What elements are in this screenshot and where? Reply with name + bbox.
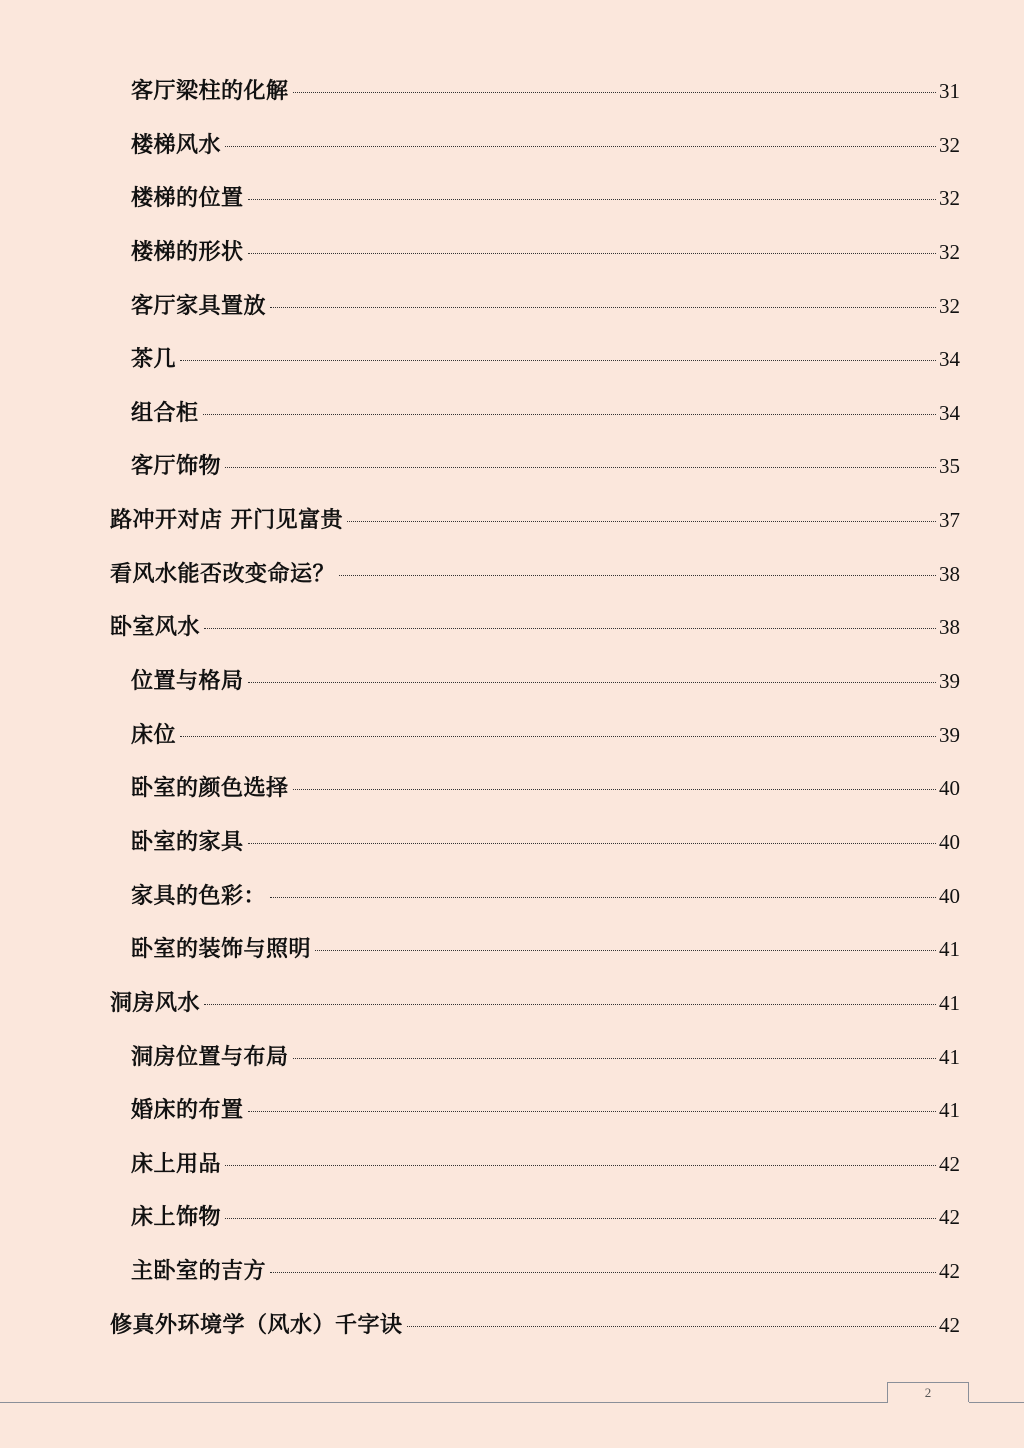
toc-entry[interactable] <box>0 1242 1024 1296</box>
toc-entry-title: 客厅家具置放 <box>131 293 267 319</box>
toc-entry-title: 修真外环境学（风水）千字诀 <box>110 1312 403 1338</box>
dot-leader <box>407 1326 936 1327</box>
toc-entry-page: 41 <box>939 1098 960 1123</box>
toc-entry-page: 32 <box>939 132 960 157</box>
toc-entry-page: 42 <box>939 1205 960 1230</box>
toc-entry[interactable] <box>0 920 1024 974</box>
toc-entry-title: 看风水能否改变命运？ <box>110 561 336 587</box>
toc-entry-page: 40 <box>939 776 960 801</box>
toc-entry[interactable] <box>0 974 1024 1028</box>
toc-entry-title: 卧室风水 <box>110 615 201 641</box>
dot-leader <box>270 897 936 898</box>
toc-entry[interactable] <box>0 759 1024 813</box>
dot-leader <box>339 575 936 576</box>
toc-entry-page: 42 <box>939 1151 960 1176</box>
toc-entry[interactable] <box>0 437 1024 491</box>
toc-entry-title: 主卧室的吉方 <box>131 1259 267 1285</box>
dot-leader <box>225 467 936 468</box>
toc-entry-title: 楼梯的形状 <box>131 239 244 265</box>
dot-leader <box>203 414 936 415</box>
toc-entry-title: 卧室的颜色选择 <box>131 776 289 802</box>
toc-entry[interactable] <box>0 867 1024 921</box>
toc-entry-title: 位置与格局 <box>131 669 244 695</box>
toc-entry-page: 32 <box>939 186 960 211</box>
dot-leader <box>248 1111 936 1112</box>
dot-leader <box>347 521 936 522</box>
dot-leader <box>293 1058 936 1059</box>
toc-entry-page: 42 <box>939 1259 960 1284</box>
toc-entry-title: 床上用品 <box>131 1151 222 1177</box>
toc-entry[interactable] <box>0 1081 1024 1135</box>
dot-leader <box>270 307 936 308</box>
toc-entry-title: 楼梯的位置 <box>131 186 244 212</box>
toc-entry-page: 39 <box>939 669 960 694</box>
dot-leader <box>204 1004 936 1005</box>
toc-entry-page: 42 <box>939 1312 960 1337</box>
toc-entry[interactable] <box>0 330 1024 384</box>
toc-entry[interactable] <box>0 1188 1024 1242</box>
toc-entry[interactable] <box>0 277 1024 331</box>
dot-leader <box>248 682 936 683</box>
toc-entry-title: 家具的色彩： <box>131 883 267 909</box>
toc-entry[interactable] <box>0 223 1024 277</box>
dot-leader <box>248 199 936 200</box>
dot-leader <box>225 1165 936 1166</box>
page-number: 2 <box>924 1385 932 1400</box>
table-of-contents <box>0 62 1024 1349</box>
toc-entry-title: 洞房位置与布局 <box>131 1044 289 1070</box>
dot-leader <box>293 789 936 790</box>
toc-entry-title: 卧室的家具 <box>131 829 244 855</box>
toc-entry[interactable] <box>0 1028 1024 1082</box>
toc-entry-page: 38 <box>939 561 960 586</box>
toc-entry-title: 婚床的布置 <box>131 1098 244 1124</box>
toc-entry-title: 卧室的装饰与照明 <box>131 937 312 963</box>
toc-entry-page: 41 <box>939 990 960 1015</box>
toc-entry[interactable] <box>0 169 1024 223</box>
toc-entry-page: 40 <box>939 883 960 908</box>
toc-entry-title: 床上饰物 <box>131 1205 222 1231</box>
dot-leader <box>248 253 936 254</box>
dot-leader <box>180 736 936 737</box>
toc-entry-page: 34 <box>939 400 960 425</box>
toc-entry-title: 客厅梁柱的化解 <box>131 79 289 104</box>
toc-entry[interactable] <box>0 813 1024 867</box>
toc-entry-page: 38 <box>939 615 960 640</box>
toc-entry-page: 35 <box>939 454 960 479</box>
toc-entry-page: 41 <box>939 1044 960 1069</box>
toc-entry-page: 34 <box>939 347 960 372</box>
toc-entry[interactable] <box>0 1135 1024 1189</box>
toc-entry-title: 楼梯风水 <box>131 132 222 158</box>
toc-entry[interactable] <box>0 384 1024 438</box>
dot-leader <box>225 146 936 147</box>
footer-rule-left <box>0 1402 888 1403</box>
toc-entry[interactable] <box>0 706 1024 760</box>
dot-leader <box>315 950 936 951</box>
toc-entry[interactable] <box>0 1296 1024 1350</box>
toc-entry-page: 41 <box>939 937 960 962</box>
dot-leader <box>204 628 936 629</box>
dot-leader <box>180 360 936 361</box>
toc-entry-page: 39 <box>939 722 960 747</box>
toc-entry[interactable] <box>0 545 1024 599</box>
toc-entry-page: 37 <box>939 508 960 533</box>
toc-entry-page: 32 <box>939 293 960 318</box>
dot-leader <box>293 92 936 93</box>
toc-entry[interactable] <box>0 491 1024 545</box>
dot-leader <box>225 1218 936 1219</box>
toc-entry[interactable] <box>0 652 1024 706</box>
toc-entry[interactable] <box>0 598 1024 652</box>
toc-entry-title: 床位 <box>131 722 177 748</box>
toc-entry-title: 组合柜 <box>131 400 199 426</box>
dot-leader <box>270 1272 936 1273</box>
toc-entry-page: 40 <box>939 829 960 854</box>
page-number-tab <box>887 1382 969 1402</box>
toc-entry-page: 32 <box>939 239 960 264</box>
toc-entry-title: 客厅饰物 <box>131 454 222 480</box>
footer-rule-right <box>969 1402 1024 1403</box>
toc-entry[interactable] <box>0 62 1024 116</box>
toc-entry-page: 31 <box>939 79 960 103</box>
dot-leader <box>248 843 936 844</box>
toc-entry-title: 茶几 <box>131 347 177 373</box>
toc-entry-title: 洞房风水 <box>110 990 201 1016</box>
toc-entry-title: 路冲开对店 开门见富贵 <box>110 508 344 534</box>
toc-entry[interactable] <box>0 116 1024 170</box>
